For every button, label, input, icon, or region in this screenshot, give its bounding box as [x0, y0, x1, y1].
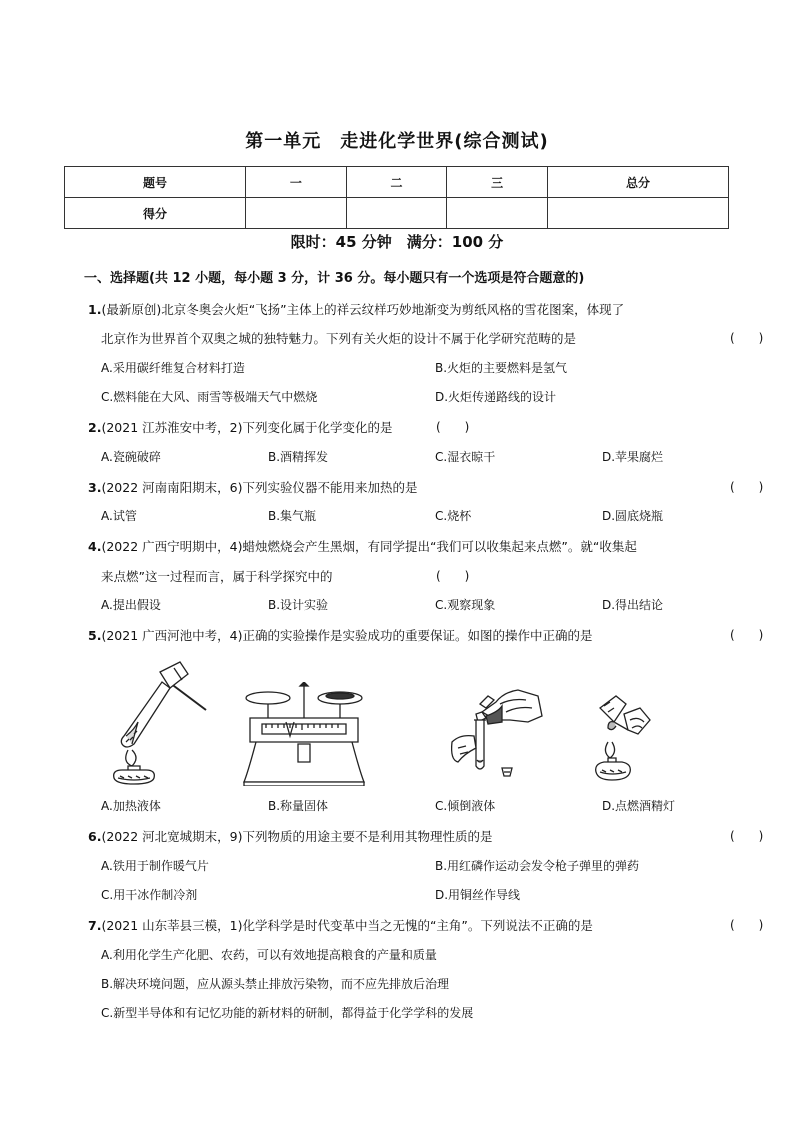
option-d: D.圆底烧瓶 — [602, 509, 664, 523]
answer-blank[interactable]: ( ) — [730, 829, 764, 843]
question-6 — [88, 827, 492, 845]
question-number: 6. — [88, 829, 102, 844]
question-text: (2021 江苏淮安中考，2)下列变化属于化学变化的是 — [101, 420, 393, 435]
option-c: C.观察现象 — [435, 598, 496, 612]
option-b: B.酒精挥发 — [268, 450, 329, 464]
section-heading: 一、选择题(共 12 小题，每小题 3 分，计 36 分。每小题只有一个选项是符合题意的) — [84, 271, 585, 286]
option-c: C.倾倒液体 — [435, 799, 496, 813]
option-a: A.加热液体 — [101, 799, 161, 813]
question-1 — [88, 300, 624, 318]
option-a: A.试管 — [101, 509, 137, 523]
answer-blank[interactable]: ( ) — [730, 331, 764, 345]
question-3 — [88, 478, 417, 496]
time-limit: 限时：45 分钟 满分：100 分 — [290, 233, 504, 251]
option-b: B.用红磷作运动会发令枪子弹里的弹药 — [435, 859, 640, 873]
question-number: 3. — [88, 480, 102, 495]
pouring-liquid-illustration — [440, 676, 550, 786]
question-7 — [88, 916, 593, 934]
option-d: D.用铜丝作导线 — [435, 888, 521, 902]
answer-blank[interactable]: ( ) — [436, 420, 470, 434]
score-cell-total: 总分 — [547, 167, 728, 198]
score-cell-part1: 一 — [246, 167, 347, 198]
score-input-part2[interactable] — [346, 198, 447, 229]
question-text: (2021 山东莘县三模，1)化学科学是时代变革中当之无愧的“主角”。下列说法不正确的是 — [101, 918, 593, 933]
question-number: 2. — [88, 420, 102, 435]
score-cell-part3: 三 — [447, 167, 548, 198]
question-4-line2: 来点燃”这一过程而言，属于科学探究中的 — [101, 569, 333, 584]
option-b: B.称量固体 — [268, 799, 329, 813]
option-c: C.新型半导体和有记忆功能的新材料的研制，都得益于化学学科的发展 — [101, 1006, 474, 1020]
score-input-total[interactable] — [547, 198, 728, 229]
question-number: 1. — [88, 302, 102, 317]
score-input-part1[interactable] — [246, 198, 347, 229]
score-input-part3[interactable] — [447, 198, 548, 229]
question-4 — [88, 537, 637, 555]
question-text: (2022 河南南阳期末，6)下列实验仪器不能用来加热的是 — [101, 480, 418, 495]
option-b: B.设计实验 — [268, 598, 329, 612]
option-a: A.采用碳纤维复合材料打造 — [101, 361, 245, 375]
question-5 — [88, 626, 592, 644]
option-a: A.铁用于制作暖气片 — [101, 859, 209, 873]
score-table-score-row — [65, 198, 729, 229]
question-1-line2: 北京作为世界首个双奥之城的独特魅力。下列有关火炬的设计不属于化学研究范畴的是 — [101, 331, 577, 346]
option-c: C.燃料能在大风、雨雪等极端天气中燃烧 — [101, 390, 318, 404]
option-b: B.集气瓶 — [268, 509, 317, 523]
option-c: C.用干冰作制冷剂 — [101, 888, 198, 902]
question-text: (2021 广西河池中考，4)正确的实验操作是实验成功的重要保证。如图的操作中正确的是 — [101, 628, 593, 643]
option-c: C.湿衣晾干 — [435, 450, 496, 464]
page-title: 第一单元 走进化学世界(综合测试) — [245, 131, 549, 152]
question-number: 5. — [88, 628, 102, 643]
score-cell-part2: 二 — [346, 167, 447, 198]
option-b: B.火炬的主要燃料是氢气 — [435, 361, 568, 375]
option-c: C.烧杯 — [435, 509, 472, 523]
option-d: D.苹果腐烂 — [602, 450, 664, 464]
question-text: (2022 河北宽城期末，9)下列物质的用途主要不是利用其物理性质的是 — [101, 829, 493, 844]
option-d: D.点燃酒精灯 — [602, 799, 676, 813]
heating-liquid-illustration — [104, 658, 214, 786]
option-b: B.解决环境问题，应从源头禁止排放污染物，而不应先排放后治理 — [101, 977, 450, 991]
score-table — [64, 166, 729, 229]
answer-blank[interactable]: ( ) — [730, 918, 764, 932]
question-text: (2022 广西宁明期中，4)蜡烛燃烧会产生黑烟，有同学提出“我们可以收集起来点燃”。就“收集起 — [101, 539, 637, 554]
question-number: 4. — [88, 539, 102, 554]
score-row-label: 得分 — [65, 198, 246, 229]
option-a: A.提出假设 — [101, 598, 161, 612]
alcohol-lamp-lighting-illustration — [594, 690, 664, 786]
question-2 — [88, 418, 392, 436]
score-table-header-row — [65, 167, 729, 198]
answer-blank[interactable]: ( ) — [436, 569, 470, 583]
option-d: D.火炬传递路线的设计 — [435, 390, 557, 404]
option-a: A.利用化学生产化肥、农药，可以有效地提高粮食的产量和质量 — [101, 948, 437, 962]
question-number: 7. — [88, 918, 102, 933]
answer-blank[interactable]: ( ) — [730, 628, 764, 642]
option-d: D.得出结论 — [602, 598, 664, 612]
score-cell-label: 题号 — [65, 167, 246, 198]
answer-blank[interactable]: ( ) — [730, 480, 764, 494]
balance-scale-illustration — [242, 682, 366, 786]
option-a: A.瓷碗破碎 — [101, 450, 161, 464]
question-text: (最新原创)北京冬奥会火炬“飞扬”主体上的祥云纹样巧妙地渐变为剪纸风格的雪花图案，体现了 — [101, 302, 625, 317]
